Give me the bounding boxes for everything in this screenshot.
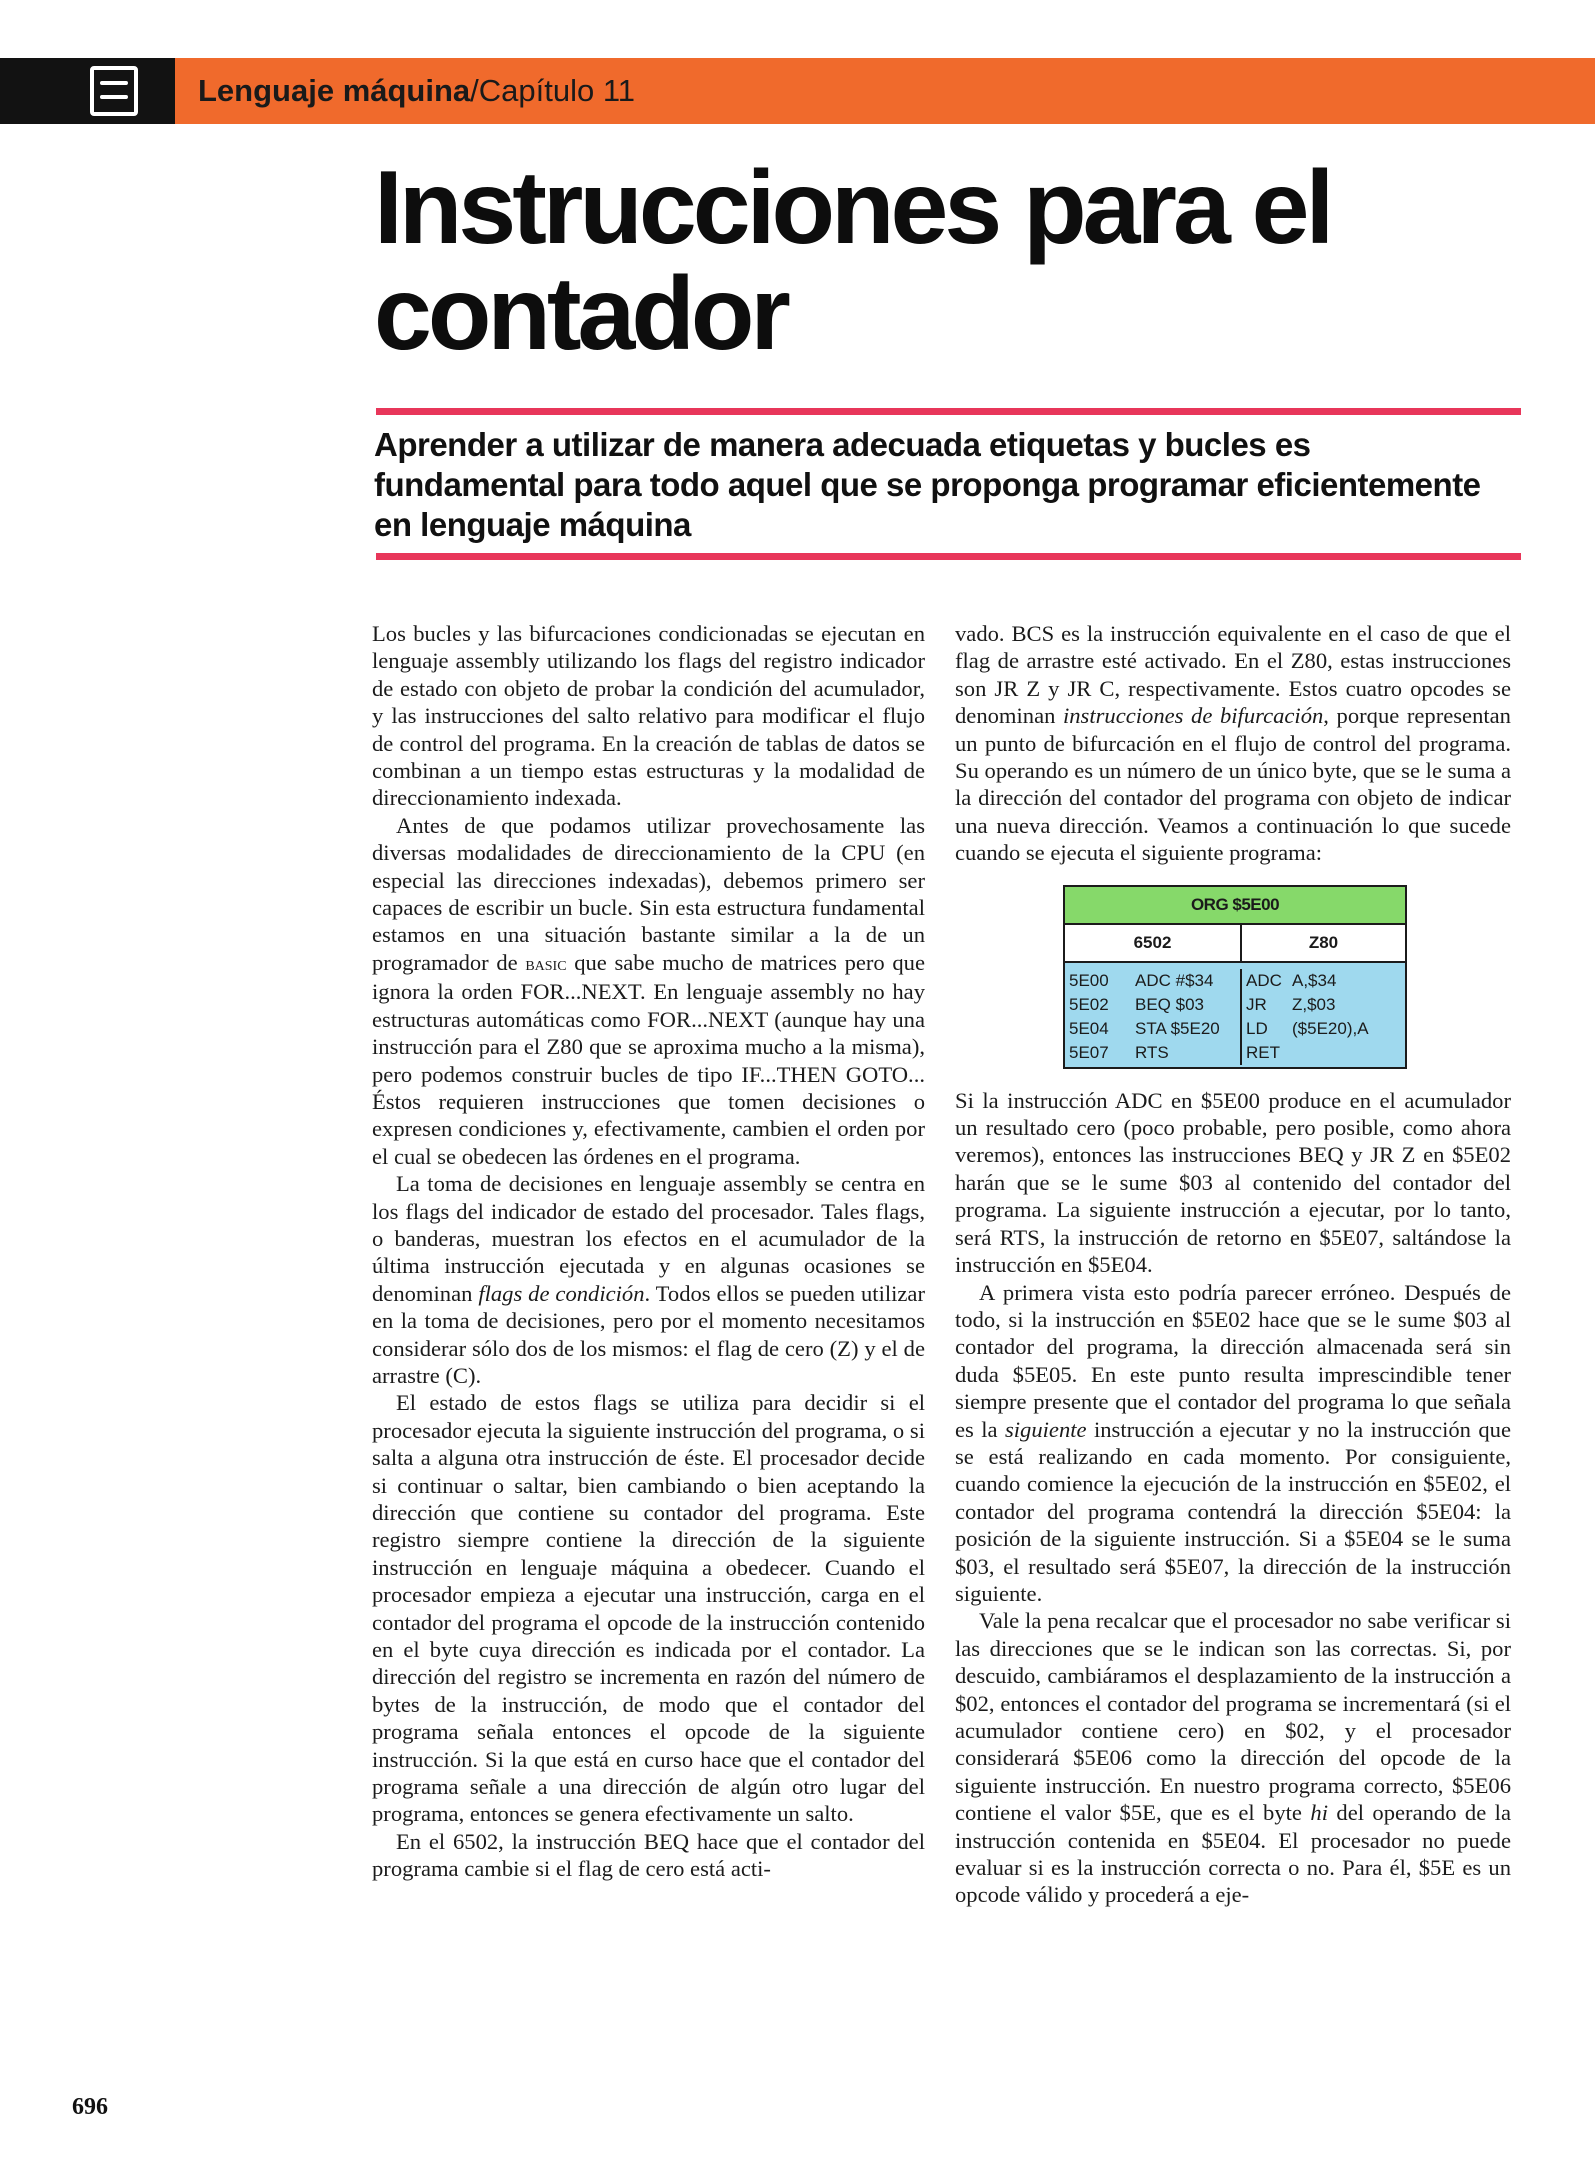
- code-z80-column: [1242, 969, 1405, 1065]
- code-body: [1065, 963, 1405, 1067]
- text-run: vado. BCS es la instrucción equivalente en el caso de que el flag de arrastre esté activado. En el Z80, estas instrucciones son JR Z y JR C, respectivamente. Estos cuatro opcodes se denominan: [955, 621, 1511, 729]
- mnemonic-z80: ADC: [1246, 970, 1282, 990]
- emphasis: flags de condición: [478, 1280, 645, 1306]
- machine-code-icon: [90, 66, 138, 116]
- instr-6502: ADC #$34: [1135, 970, 1214, 990]
- code-listing-table: [1063, 885, 1407, 1069]
- section-label: [198, 73, 635, 109]
- code-row: [1246, 1017, 1405, 1041]
- right-column: [955, 620, 1511, 1909]
- cpu-headers: [1065, 925, 1405, 963]
- basic-smallcaps: basic: [525, 952, 567, 975]
- text-run: que sabe mucho de matrices pero que ignora la orden FOR...NEXT. En lenguaje assembly no hay estructuras automáticas como FOR...NEXT (aunque hay una instrucción para el Z80 que se aproxima mucho a la misma), pero podemos construir bucles de tipo IF...THEN GOTO... Éstos requieren instrucciones que tomen decisiones o expresen condiciones y, efectivamente, cambien el orden por el cual se obedecen las órdenes en el programa.: [372, 949, 925, 1169]
- text-run: Antes de que podamos utilizar provechosamente las diversas modalidades de direccionamiento de la CPU (en especial las direcciones indexadas), debemos primero ser capaces de escribir un bucle. Sin esta estructura fundamental estamos en una situación bastante similar a la de un programador de: [372, 812, 925, 975]
- header-icon-block: [0, 58, 175, 124]
- paragraph: [955, 1607, 1511, 1908]
- address: 5E00: [1069, 970, 1109, 990]
- mnemonic-z80: JR: [1246, 994, 1267, 1014]
- org-header: [1065, 887, 1405, 925]
- header-z80: Z80: [1308, 932, 1339, 952]
- address: 5E02: [1069, 994, 1109, 1014]
- header-6502: 6502: [1065, 925, 1242, 961]
- text-run: del operando de la instrucción contenida en $5E04. El procesador no puede evaluar si es la instrucción correcta o no. Para él, $5E es un opcode válido y procederá a eje-: [955, 1800, 1511, 1908]
- code-row: [1069, 1041, 1240, 1065]
- paragraph: En el 6502, la instrucción BEQ hace que el contador del programa cambie si el flag de cero está acti-: [372, 1828, 925, 1882]
- lead-paragraph: Aprender a utilizar de manera adecuada etiquetas y bucles es fundamental para todo aquel que se proponga programar eficientemente en lenguaje máquina: [374, 426, 1481, 543]
- address: 5E04: [1069, 1018, 1109, 1038]
- chapter-name: /Capítulo 11: [470, 73, 636, 108]
- emphasis: hi: [1310, 1800, 1328, 1826]
- paragraph: Los bucles y las bifurcaciones condicionadas se ejecutan en lenguaje assembly utilizando los flags del registro indicador de estado con objeto de probar la condición del acumulador, y las instrucciones del salto relativo para modificar el flujo de control del programa. En la creación de tablas de datos se combinan a un tiempo estas estructuras y la modalidad de direccionamiento indexada.: [372, 621, 925, 811]
- org-label: ORG $5E00: [1190, 894, 1280, 914]
- code-row: [1246, 993, 1405, 1017]
- mnemonic-z80: LD: [1246, 1018, 1268, 1038]
- emphasis: instrucciones de bifurcación: [1062, 703, 1324, 729]
- code-row: [1246, 1041, 1405, 1065]
- text-run: instrucción a ejecutar y no la instrucción que se está realizando en cada momento. Por consiguiente, cuando comience la ejecución de la instrucción en $5E02, el contador del programa contendrá la dirección $5E04: la posición de la siguiente instrucción. Si a $5E04 se le suma $03, el resultado será $5E07, la dirección de la instrucción siguiente.: [955, 1416, 1511, 1606]
- text-run: La toma de decisiones en lenguaje assembly se centra en los flags del indicador de estado del procesador. Tales flags, o banderas, muestran los efectos en el acumulador de la última instrucción ejecutada y en algunas ocasiones se denominan: [372, 1171, 925, 1306]
- code-row: [1069, 993, 1240, 1017]
- text-run: . Todos ellos se pueden utilizar en la toma de decisiones, pero por el momento necesitamos considerar sólo dos de los mismos: el flag de cero (Z) y el de arrastre (C).: [372, 1280, 925, 1388]
- paragraph: [955, 620, 1511, 867]
- page-title: Instrucciones para el contador: [374, 150, 1331, 372]
- address: 5E07: [1069, 1042, 1109, 1062]
- text-run: A primera vista esto podría parecer erróneo. Después de todo, si la instrucción en $5E02 hace que se le sume $03 al contador del programa, la dirección almacenada será sin duda $5E05. En este punto resulta imprescindible tener siempre presente que el contador del programa lo que señala es la: [955, 1279, 1511, 1442]
- lead-rule-bottom: [376, 553, 1521, 560]
- instr-6502: BEQ $03: [1135, 994, 1204, 1014]
- operand-z80: A,$34: [1292, 970, 1337, 990]
- mnemonic-z80: RET: [1246, 1042, 1280, 1062]
- code-row: [1069, 1017, 1240, 1041]
- paragraph: Si la instrucción ADC en $5E00 produce en el acumulador un resultado cero (poco probable, pero posible, como ahora veremos), entonces las instrucciones BEQ y JR Z en $5E02 harán que se le sume $03 al contenido del contador del programa. La siguiente instrucción a ejecutar, por lo tanto, será RTS, la instrucción de retorno en $5E07, saltándose la instrucción en $5E04.: [955, 1087, 1511, 1278]
- instr-6502: RTS: [1135, 1042, 1169, 1062]
- operand-z80: ($5E20),A: [1292, 1018, 1369, 1038]
- text-run: , porque representan un punto de bifurcación en el flujo de control del programa. Su operando es un número de un único byte, que se le suma a la dirección del contador del programa con objeto de indicar una nueva dirección. Veamos a continuación lo que sucede cuando se ejecuta el siguiente programa:: [955, 703, 1511, 866]
- section-name: Lenguaje máquina: [198, 73, 471, 108]
- code-6502-column: [1065, 969, 1242, 1065]
- instr-6502: STA $5E20: [1135, 1018, 1220, 1038]
- paragraph: [955, 1279, 1511, 1608]
- page-number: 696: [72, 2094, 108, 2120]
- operand-z80: Z,$03: [1292, 994, 1336, 1014]
- lead-rule-top: [376, 408, 1521, 415]
- paragraph: [372, 1170, 925, 1389]
- left-column: [372, 620, 925, 1883]
- paragraph: El estado de estos flags se utiliza para decidir si el procesador ejecuta la siguiente instrucción del programa, o si salta a alguna otra instrucción de éste. El procesador decide si continuar o saltar, bien cambiando o bien aceptando la dirección que contiene su contador del programa. Este registro siempre contiene la dirección de la siguiente instrucción en lenguaje máquina a obedecer. Cuando el procesador empieza a ejecutar una instrucción, carga en el contador del programa el opcode de la instrucción contenido en el byte cuya dirección es indicada por el contador. La dirección del registro se incrementa en razón del número de bytes de la instrucción, de modo que el contador del programa señala entonces el opcode de la siguiente instrucción. Si la que está en curso hace que el contador del programa señale a una dirección de algún otro lugar del programa, entonces se genera efectivamente un salto.: [372, 1390, 925, 1827]
- text-run: Vale la pena recalcar que el procesador no sabe verificar si las direcciones que se le indican son las correctas. Si, por descuido, cambiáramos el desplazamiento de la instrucción a $02, entonces el contador del programa se incrementará (si el acumulador contiene cero) en $02, y el procesador considerará $5E06 como la dirección del opcode de la siguiente instrucción. En nuestro programa correcto, $5E06 contiene el valor $5E, que es el byte: [955, 1608, 1511, 1826]
- emphasis: siguiente: [1004, 1416, 1087, 1442]
- paragraph: [372, 812, 925, 1170]
- code-row: [1246, 969, 1405, 993]
- code-row: [1069, 969, 1240, 993]
